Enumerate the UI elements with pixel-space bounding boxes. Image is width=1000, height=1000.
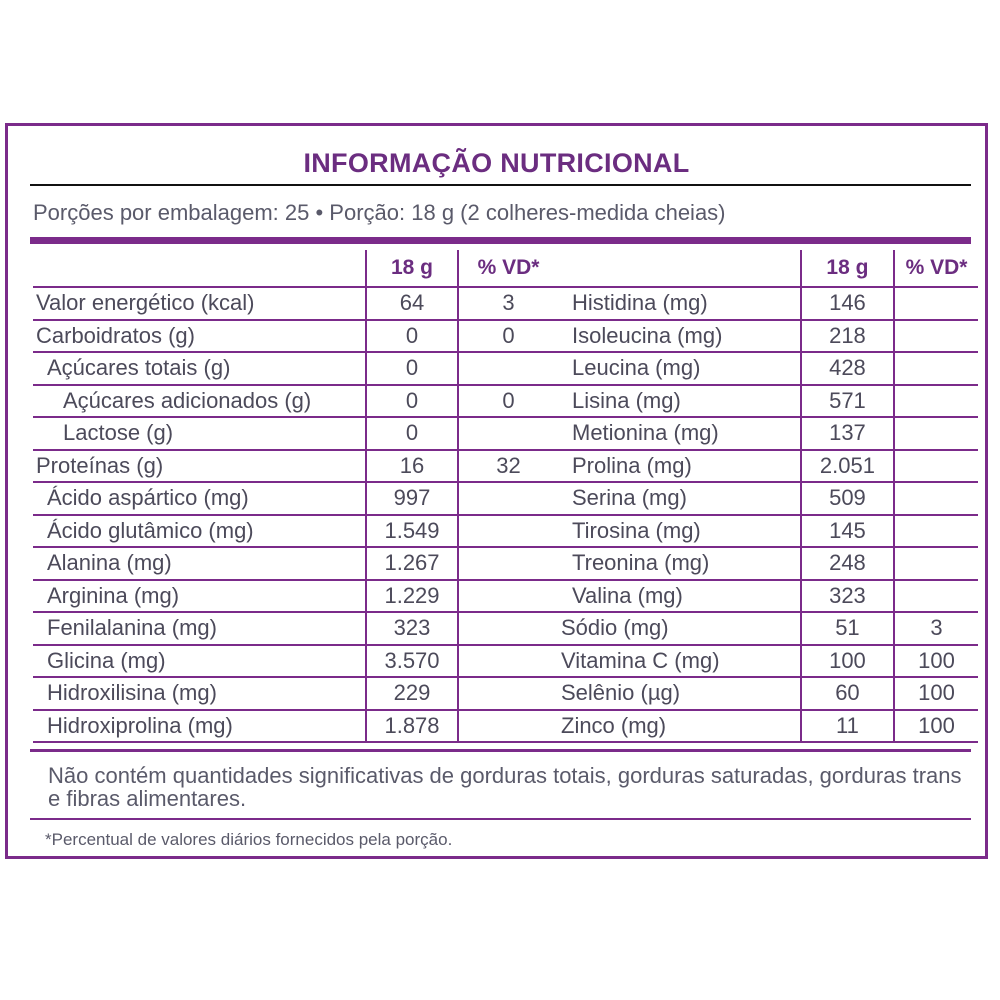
nutrient-value: 571 <box>801 385 894 418</box>
nutrient-value: 248 <box>801 547 894 580</box>
nutrient-label: Hidroxilisina (mg) <box>33 677 366 710</box>
nutrient-value: 218 <box>801 320 894 353</box>
nutrient-value: 509 <box>801 482 894 515</box>
table-row <box>33 547 558 580</box>
nutrient-daily-value <box>458 710 558 743</box>
nutrient-value: 64 <box>366 287 458 320</box>
servings-info: Porções por embalagem: 25 • Porção: 18 g (2 colheres-medida cheias) <box>33 200 726 225</box>
nutrient-daily-value: 3 <box>894 612 978 645</box>
nutrient-value: 51 <box>801 612 894 645</box>
table-row <box>558 417 978 450</box>
table-row <box>558 385 978 418</box>
nutrition-table-right <box>558 250 978 743</box>
header-label-cell <box>558 250 801 287</box>
nutrient-daily-value <box>458 515 558 548</box>
nutrient-daily-value <box>894 450 978 483</box>
nutrient-daily-value <box>894 287 978 320</box>
nutrient-daily-value <box>894 417 978 450</box>
nutrient-daily-value: 0 <box>458 385 558 418</box>
title-divider <box>30 184 971 186</box>
nutrient-label: Açúcares adicionados (g) <box>33 385 366 418</box>
nutrient-value: 997 <box>366 482 458 515</box>
nutrient-value: 0 <box>366 385 458 418</box>
nutrient-daily-value <box>894 515 978 548</box>
not-significant-note: Não contém quantidades significativas de gorduras totais, gorduras saturadas, gorduras trans e fibras alimentares. <box>48 763 962 811</box>
nutrient-label: Treonina (mg) <box>558 547 801 580</box>
nutrient-value: 60 <box>801 677 894 710</box>
table-row <box>558 612 978 645</box>
nutrient-value: 100 <box>801 645 894 678</box>
nutrient-daily-value <box>458 580 558 613</box>
nutrient-label: Selênio (µg) <box>558 677 801 710</box>
nutrient-value: 16 <box>366 450 458 483</box>
nutrient-label: Hidroxiprolina (mg) <box>33 710 366 743</box>
table-row <box>558 352 978 385</box>
nutrient-daily-value <box>458 417 558 450</box>
nutrient-daily-value <box>894 320 978 353</box>
nutrient-value: 229 <box>366 677 458 710</box>
nutrient-value: 1.878 <box>366 710 458 743</box>
nutrient-daily-value: 32 <box>458 450 558 483</box>
nutrient-daily-value <box>894 385 978 418</box>
table-row <box>33 612 558 645</box>
nutrient-value: 137 <box>801 417 894 450</box>
nutrient-label: Histidina (mg) <box>558 287 801 320</box>
nutrition-facts-panel <box>5 123 988 859</box>
nutrient-label: Ácido glutâmico (mg) <box>33 515 366 548</box>
table-bottom-divider <box>30 749 971 752</box>
table-row <box>558 320 978 353</box>
table-row <box>558 645 978 678</box>
table-row <box>558 580 978 613</box>
nutrient-value: 428 <box>801 352 894 385</box>
table-row <box>33 320 558 353</box>
nutrient-label: Vitamina C (mg) <box>558 645 801 678</box>
table-row <box>33 450 558 483</box>
nutrient-daily-value <box>894 482 978 515</box>
nutrient-value: 11 <box>801 710 894 743</box>
table-row <box>558 482 978 515</box>
note-divider <box>30 818 971 820</box>
nutrient-value: 145 <box>801 515 894 548</box>
header-daily-value: % VD* <box>458 250 558 287</box>
nutrient-value: 323 <box>366 612 458 645</box>
nutrient-label: Metionina (mg) <box>558 417 801 450</box>
nutrient-label: Proteínas (g) <box>33 450 366 483</box>
nutrient-value: 2.051 <box>801 450 894 483</box>
table-row <box>33 645 558 678</box>
table-row <box>33 287 558 320</box>
nutrient-daily-value <box>894 352 978 385</box>
nutrient-value: 323 <box>801 580 894 613</box>
nutrient-value: 146 <box>801 287 894 320</box>
nutrient-label: Valina (mg) <box>558 580 801 613</box>
nutrient-value: 1.267 <box>366 547 458 580</box>
nutrition-table-left <box>33 250 558 743</box>
nutrient-daily-value: 100 <box>894 710 978 743</box>
header-divider <box>30 237 971 244</box>
table-row <box>33 482 558 515</box>
nutrient-label: Valor energético (kcal) <box>33 287 366 320</box>
table-row <box>33 417 558 450</box>
nutrient-value: 0 <box>366 352 458 385</box>
header-daily-value: % VD* <box>894 250 978 287</box>
nutrient-value: 3.570 <box>366 645 458 678</box>
nutrient-daily-value <box>894 580 978 613</box>
nutrient-value: 0 <box>366 417 458 450</box>
nutrient-label: Leucina (mg) <box>558 352 801 385</box>
table-row <box>558 515 978 548</box>
nutrient-label: Isoleucina (mg) <box>558 320 801 353</box>
nutrient-daily-value <box>458 612 558 645</box>
nutrient-daily-value: 3 <box>458 287 558 320</box>
nutrient-daily-value: 100 <box>894 677 978 710</box>
nutrient-label: Prolina (mg) <box>558 450 801 483</box>
nutrient-label: Lactose (g) <box>33 417 366 450</box>
nutrient-value: 0 <box>366 320 458 353</box>
nutrient-label: Arginina (mg) <box>33 580 366 613</box>
nutrient-daily-value <box>458 352 558 385</box>
nutrient-label: Zinco (mg) <box>558 710 801 743</box>
nutrient-daily-value <box>458 482 558 515</box>
table-row <box>33 515 558 548</box>
nutrient-label: Açúcares totais (g) <box>33 352 366 385</box>
nutrient-label: Alanina (mg) <box>33 547 366 580</box>
nutrient-label: Ácido aspártico (mg) <box>33 482 366 515</box>
panel-title: INFORMAÇÃO NUTRICIONAL <box>303 148 690 178</box>
table-row <box>33 580 558 613</box>
table-row <box>558 677 978 710</box>
table-row <box>33 677 558 710</box>
header-portion: 18 g <box>366 250 458 287</box>
table-row <box>558 710 978 743</box>
nutrient-label: Serina (mg) <box>558 482 801 515</box>
nutrient-label: Glicina (mg) <box>33 645 366 678</box>
table-row <box>33 710 558 743</box>
nutrient-label: Carboidratos (g) <box>33 320 366 353</box>
nutrient-daily-value <box>458 645 558 678</box>
nutrient-daily-value: 0 <box>458 320 558 353</box>
header-portion: 18 g <box>801 250 894 287</box>
nutrient-label: Sódio (mg) <box>558 612 801 645</box>
nutrient-label: Tirosina (mg) <box>558 515 801 548</box>
nutrient-daily-value <box>458 677 558 710</box>
table-row <box>33 385 558 418</box>
table-row <box>558 547 978 580</box>
table-row <box>33 352 558 385</box>
table-row <box>558 287 978 320</box>
nutrient-label: Lisina (mg) <box>558 385 801 418</box>
footnote: *Percentual de valores diários fornecidos pela porção. <box>45 830 453 849</box>
nutrient-daily-value <box>458 547 558 580</box>
nutrient-value: 1.549 <box>366 515 458 548</box>
table-header-row <box>33 250 558 287</box>
nutrient-daily-value <box>894 547 978 580</box>
table-header-row <box>558 250 978 287</box>
nutrient-daily-value: 100 <box>894 645 978 678</box>
nutrient-label: Fenilalanina (mg) <box>33 612 366 645</box>
nutrient-value: 1.229 <box>366 580 458 613</box>
header-label-cell <box>33 250 366 287</box>
table-row <box>558 450 978 483</box>
